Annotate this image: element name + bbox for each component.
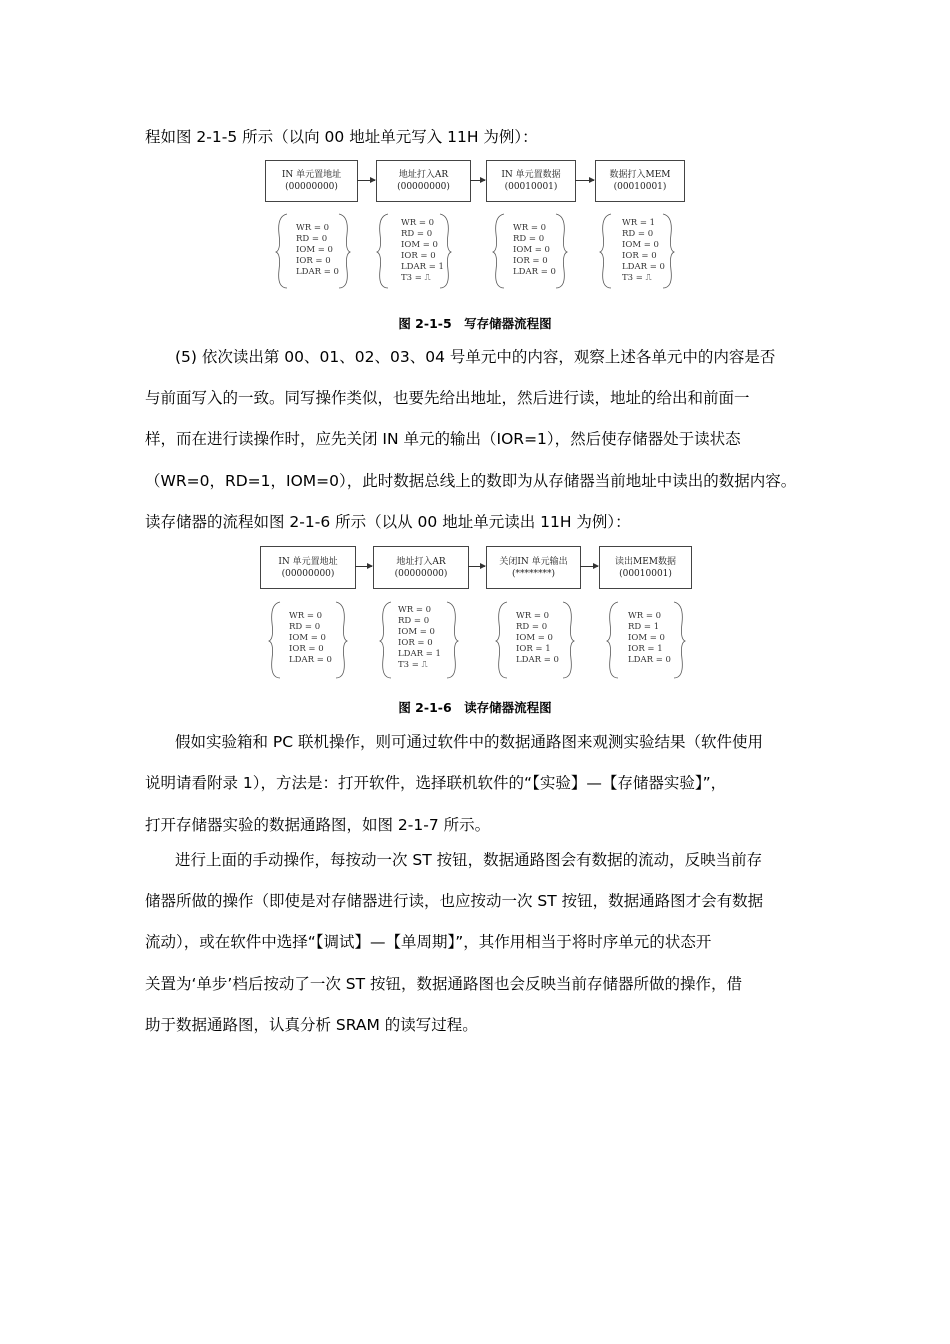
- para-pc-line-2: 说明请看附录 1），方法是：打开软件，选择联机软件的“【实验】—【存储器实验】”，: [145, 774, 727, 792]
- signal-line: WR = 1: [622, 218, 656, 228]
- signal-line: IOM = 0: [628, 633, 665, 643]
- signal-line: IOR = 0: [296, 256, 331, 266]
- para5-line-5: 读存储器的流程如图 2-1-6 所示（以从 00 地址单元读出 11H 为例）：: [145, 513, 631, 531]
- intro-text: 程如图 2-1-5 所示（以向 00 地址单元写入 11H 为例）：: [145, 128, 538, 146]
- para-manual-line-1: 进行上面的手动操作，每按动一次 ST 按钮，数据通路图会有数据的流动，反映当前存: [175, 851, 763, 869]
- read-step-3-box: [486, 546, 581, 589]
- read-step-2-title: 地址打入AR: [396, 556, 446, 567]
- write-step-4-value: (00010001): [613, 182, 667, 192]
- signal-line: LDAR = 0: [628, 655, 671, 665]
- signal-line: WR = 0: [516, 611, 550, 621]
- signal-line: IOR = 0: [289, 644, 324, 654]
- para5-line-1: (5) 依次读出第 00、01、02、03、04 号单元中的内容，观察上述各单元中的内容是否: [175, 348, 776, 366]
- signal-line: LDAR = 0: [289, 655, 332, 665]
- read-arrow-3: [580, 566, 598, 567]
- para-pc-line-1: 假如实验箱和 PC 联机操作，则可通过软件中的数据通路图来观测实验结果（软件使用: [175, 733, 764, 751]
- read-signals-4: [628, 611, 671, 666]
- read-signals-3: [516, 611, 559, 666]
- signal-line: IOR = 0: [513, 256, 548, 266]
- para5-line-4: （WR=0，RD=1，IOM=0），此时数据总线上的数即为从存储器当前地址中读出的数据内容。: [145, 472, 797, 490]
- para5-line-2: 与前面写入的一致。同写操作类似，也要先给出地址，然后进行读，地址的给出和前面一: [145, 389, 750, 407]
- read-step-1-title: IN 单元置地址: [278, 556, 338, 567]
- write-arrow-3: [575, 180, 594, 181]
- read-step-4-title: 读出MEM数据: [614, 556, 676, 567]
- signal-line: WR = 0: [296, 223, 330, 233]
- signal-line: IOM = 0: [401, 240, 438, 250]
- read-signals-2: [398, 605, 441, 671]
- signal-line: WR = 0: [289, 611, 323, 621]
- signal-line: WR = 0: [513, 223, 547, 233]
- write-step-2-title: 地址打入AR: [398, 170, 449, 180]
- signal-line: IOR = 1: [628, 644, 663, 654]
- signal-line: RD = 0: [398, 616, 430, 626]
- write-step-4-title: 数据打入MEM: [609, 170, 671, 180]
- signal-line: LDAR = 0: [513, 267, 556, 277]
- signal-line: IOM = 0: [398, 627, 435, 637]
- read-step-3-title: 关闭IN 单元输出: [499, 556, 568, 567]
- write-figure-caption: 图 2-1-5 写存储器流程图: [398, 316, 552, 331]
- para-manual-line-2: 储器所做的操作（即使是对存储器进行读，也应按动一次 ST 按钮，数据通路图才会有数据: [145, 892, 764, 910]
- read-step-3-value: (********): [511, 568, 556, 579]
- signal-line: RD = 1: [628, 622, 660, 632]
- signal-line: IOR = 1: [516, 644, 551, 654]
- write-step-2-value: (00000000): [397, 182, 450, 192]
- signal-line: WR = 0: [401, 218, 435, 228]
- write-step-1-box: [265, 160, 358, 202]
- read-step-2-value: (00000000): [394, 568, 448, 579]
- signal-line: T3 = ⎍: [398, 660, 428, 670]
- signal-line: WR = 0: [398, 605, 432, 615]
- signal-line: IOM = 0: [296, 245, 333, 255]
- read-step-4-value: (00010001): [619, 568, 672, 579]
- write-signals-1: [296, 223, 339, 278]
- write-step-2-box: [376, 160, 471, 202]
- signal-line: IOM = 0: [289, 633, 326, 643]
- para-manual-line-4: 关置为‘单步’档后按动了一次 ST 按钮，数据通路图也会反映当前存储器所做的操作，借: [145, 975, 743, 993]
- signal-line: RD = 0: [513, 234, 545, 244]
- signal-line: RD = 0: [516, 622, 548, 632]
- signal-line: RD = 0: [296, 234, 328, 244]
- signal-line: IOM = 0: [622, 240, 659, 250]
- signal-line: T3 = ⎍: [401, 273, 431, 283]
- read-arrow-2: [468, 566, 485, 567]
- para5-line-3: 样，而在进行读操作时，应先关闭 IN 单元的输出（IOR=1），然后使存储器处于读状态: [145, 430, 741, 448]
- signal-line: IOM = 0: [516, 633, 553, 643]
- read-step-1-box: [260, 546, 356, 589]
- read-step-4-box: [599, 546, 692, 589]
- para-manual-line-3: 流动），或在软件中选择“【调试】—【单周期】”，其作用相当于将时序单元的状态开: [145, 933, 712, 951]
- write-step-4-box: [595, 160, 685, 202]
- signal-line: IOR = 0: [398, 638, 433, 648]
- write-step-3-value: (00010001): [504, 182, 558, 192]
- signal-line: IOM = 0: [513, 245, 550, 255]
- signal-line: LDAR = 0: [622, 262, 665, 272]
- signal-line: RD = 0: [622, 229, 654, 239]
- signal-line: IOR = 0: [401, 251, 436, 261]
- write-signals-4: [622, 218, 665, 284]
- read-step-1-value: (00000000): [281, 568, 335, 579]
- write-step-3-title: IN 单元置数据: [501, 170, 561, 180]
- write-signals-2: [401, 218, 444, 284]
- signal-line: T3 = ⎍: [622, 273, 652, 283]
- write-step-1-title: IN 单元置地址: [281, 170, 342, 180]
- write-arrow-1: [357, 180, 375, 181]
- read-signals-1: [289, 611, 332, 666]
- signal-line: RD = 0: [401, 229, 433, 239]
- read-figure-caption: 图 2-1-6 读存储器流程图: [398, 700, 552, 715]
- read-arrow-1: [355, 566, 372, 567]
- write-arrow-2: [470, 180, 485, 181]
- signal-line: RD = 0: [289, 622, 321, 632]
- write-step-1-value: (00000000): [285, 182, 338, 192]
- para-pc-line-3: 打开存储器实验的数据通路图，如图 2-1-7 所示。: [145, 816, 491, 834]
- para-manual-line-5: 助于数据通路图，认真分析 SRAM 的读写过程。: [145, 1016, 478, 1034]
- signal-line: LDAR = 0: [296, 267, 339, 277]
- signal-line: LDAR = 0: [516, 655, 559, 665]
- write-step-3-box: [486, 160, 576, 202]
- signal-line: IOR = 0: [622, 251, 657, 261]
- signal-line: WR = 0: [628, 611, 662, 621]
- write-signals-3: [513, 223, 556, 278]
- signal-line: LDAR = 1: [401, 262, 444, 272]
- read-step-2-box: [373, 546, 469, 589]
- signal-line: LDAR = 1: [398, 649, 441, 659]
